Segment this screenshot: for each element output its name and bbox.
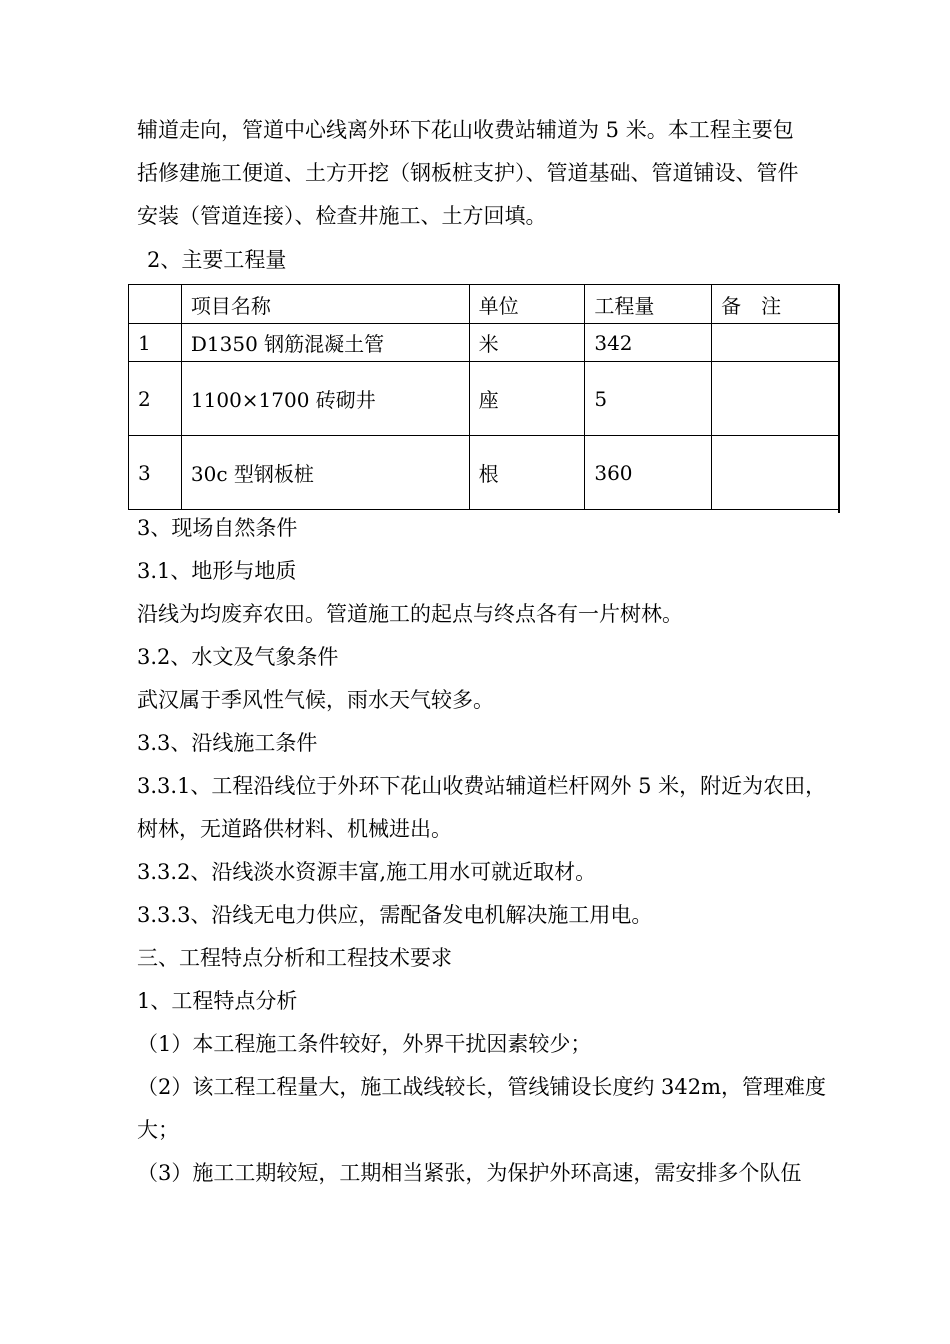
list-item-continuation: 大； (137, 1118, 179, 1142)
table-cell: 30c 型钢板桩 (181, 436, 469, 510)
table-header-cell: 单位 (469, 285, 585, 324)
paragraph-line: 安装（管道连接）、检查井施工、土方回填。 (137, 204, 547, 228)
paragraph-line: 沿线为均废弃农田。管道施工的起点与终点各有一片树林。 (137, 602, 683, 626)
table-right-border (838, 284, 840, 513)
table-header-cell: 备 注 (712, 285, 840, 324)
paragraph-line: 3.3.1、工程沿线位于外环下花山收费站辅道栏杆网外 5 米，附近为农田， (137, 774, 827, 798)
table-header-cell: 工程量 (585, 285, 712, 324)
table-cell: 5 (585, 362, 712, 436)
paragraph-line: 括修建施工便道、土方开挖（钢板桩支护）、管道基础、管道铺设、管件 (137, 161, 799, 185)
paragraph-line: 辅道走向，管道中心线离外环下花山收费站辅道为 5 米。本工程主要包 (137, 118, 794, 142)
table-cell: 米 (469, 324, 585, 362)
list-item: （1）本工程施工条件较好，外界干扰因素较少； (137, 1032, 592, 1056)
table-cell: 2 (129, 362, 182, 436)
table-header-cell: 项目名称 (181, 285, 469, 324)
table-row (129, 436, 840, 510)
table-cell (712, 362, 840, 436)
table-header-row (129, 285, 840, 324)
table-cell: 1 (129, 324, 182, 362)
paragraph-line: 3.3.2、沿线淡水资源丰富,施工用水可就近取材。 (137, 860, 597, 884)
paragraph-line: 武汉属于季风性气候，雨水天气较多。 (137, 688, 494, 712)
subsection-heading: 3.2、水文及气象条件 (137, 645, 339, 669)
quantity-table (128, 284, 840, 510)
section-heading: 3、现场自然条件 (137, 516, 298, 540)
table-cell (712, 324, 840, 362)
table-row (129, 324, 840, 362)
table-cell: 1100×1700 砖砌井 (181, 362, 469, 436)
paragraph-line: 树林，无道路供材料、机械进出。 (137, 817, 452, 841)
subsection-heading: 3.1、地形与地质 (137, 559, 297, 583)
table-cell: 342 (585, 324, 712, 362)
table-row (129, 362, 840, 436)
table-header-cell (129, 285, 182, 324)
subsection-heading: 3.3、沿线施工条件 (137, 731, 318, 755)
table-cell (712, 436, 840, 510)
chapter-heading: 三、工程特点分析和工程技术要求 (137, 946, 452, 970)
table-cell: 座 (469, 362, 585, 436)
section-heading: 2、主要工程量 (147, 248, 287, 272)
table-cell: 3 (129, 436, 182, 510)
list-item: （3）施工工期较短，工期相当紧张，为保护外环高速，需安排多个队伍 (137, 1161, 802, 1185)
table-cell: 360 (585, 436, 712, 510)
paragraph-line: 3.3.3、沿线无电力供应，需配备发电机解决施工用电。 (137, 903, 653, 927)
list-item: （2）该工程工程量大，施工战线较长，管线铺设长度约 342m，管理难度 (137, 1075, 827, 1099)
section-heading: 1、工程特点分析 (137, 989, 298, 1013)
table-cell: D1350 钢筋混凝土管 (181, 324, 469, 362)
table-cell: 根 (469, 436, 585, 510)
